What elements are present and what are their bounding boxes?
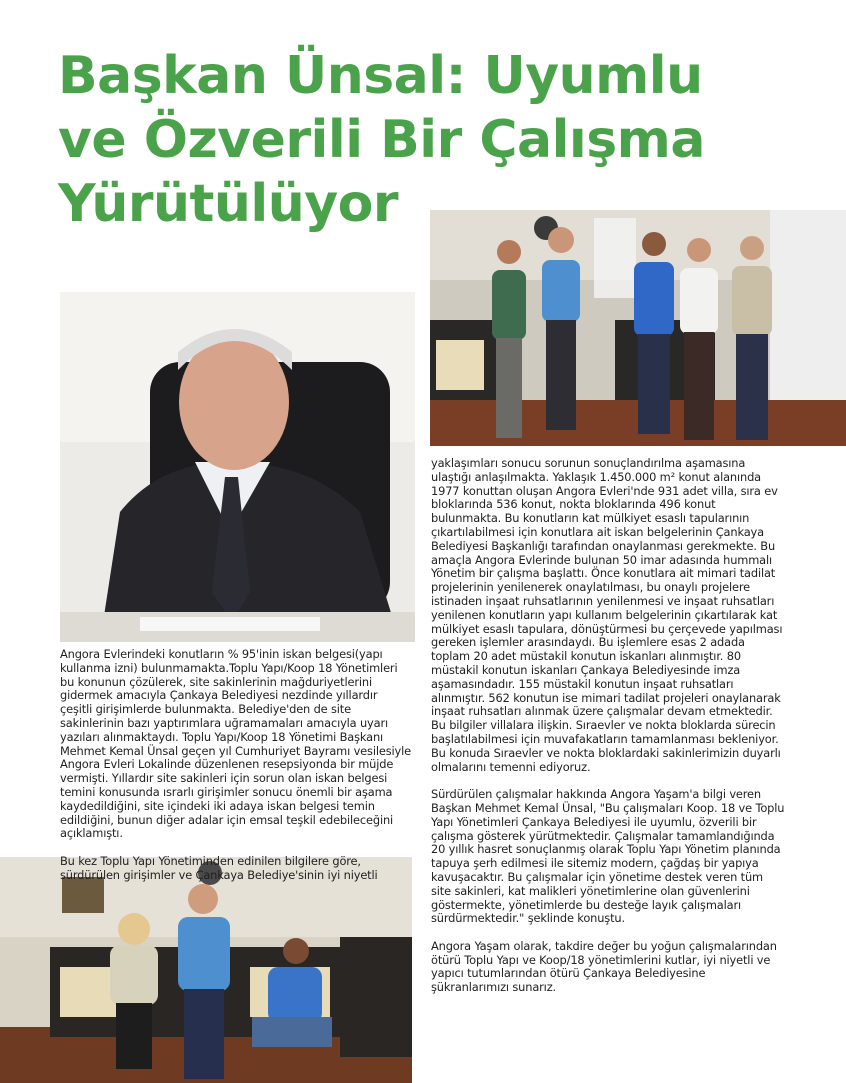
right-paragraph-3: Angora Yaşam olarak, takdire değer bu yoğun çalışmalarından ötürü Toplu Yapı ve Koop/18 yönetimlerini kutlar, iyi niyetli ve yapıcı tutumlarından ötürü Çankaya Belediyesine şükranlarımızı sunarız. bbox=[431, 938, 777, 995]
meeting-photo bbox=[0, 853, 412, 1083]
group-photo-illustration bbox=[430, 210, 846, 446]
right-paragraph-1: yaklaşımları sonucu sorunun sonuçlandırılma aşamasına ulaştığı anlaşılmakta. Yaklaşık 1.450.000 m² konut alanında 1977 konuttan oluşan Angora Evleri'nde 931 adet villa, sıra ev bloklarında 536 konut, nokta bloklarında 496 konut bulunmakta. Bu konutların kat mülkiyet esaslı tapularının çıkartılabilmesi için konutlara ait iskan belgelerinin Çankaya Belediyesi Başkanlığı tarafından onaylanması gerekmekte. Bu amaçla Angora Evlerinde bulunan 50 imar adasında hummalı Yönetim bir çalışma başlattı. Önce konutlara ait mimari tadilat projelerinin yenilenerek onaylatılması, bu onaylı projelere istinaden inşaat ruhsatlarının yenilenmesi ve inşaat ruhsatları yenilenen konutların yapı kullanım belgelerinin çıkartılarak kat mülkiyet esaslı tapulara, dönüştürmesi bu çerçevede yapılması gereken işlemler arasındaydı. Bu işlemlere esas 2 adada toplam 20 adet müstakil konutun iskanları alınmıştır. 80 müstakil konutun iskanları Çankaya Belediyesinde imza aşamasındadır. 155 müstakil konutun inşaat ruhsatları alınmıştır. 562 konutun ise mimari tadilat projeleri onaylanarak inşaat ruhsatları alınmak üzere çalışmalar devam etmektedir. Bu bilgiler villalara ilişkin. Sıraevler ve nokta bloklarda sürecin başlatılabilmesi için muvafakatların tamamlanması bekleniyor. Bu konuda Sıraevler ve nokta bloklardaki sakinlerimizin duyarlı olmalarını temenni ediyoruz. bbox=[431, 456, 783, 774]
left-column-text bbox=[60, 648, 412, 883]
right-paragraph-2: Sürdürülen çalışmalar hakkında Angora Yaşam'a bilgi veren Başkan Mehmet Kemal Ünsal, "Bu çalışmaları Koop. 18 ve Toplu Yapı Yönetimleri Çankaya Belediyesi ile uyumlu, özverili bir çalışma gösterek yürütmektedir. Çalışmalar tamamlandığında 20 yıllık hasret sonuçlanmış olarak Toplu Yapı Yönetim planında tapuya şerh edilmesi ile sitemiz modern, çağdaş bir yapıya kavuşacaktır. Bu çalışmalar için yönetime destek veren tüm site sakinleri, kat malikleri yönetimlerine olan güvenlerini göstermekte, yönetimlerde bu desteğe layık çalışmaları sürdürmektedir." şeklinde konuştu. bbox=[431, 787, 785, 926]
left-paragraph-1: Angora Evlerindeki konutların % 95'inin iskan belgesi(yapı kullanma izni) bulunmamakta.Toplu Yapı/Koop 18 Yönetimleri bu konunun çözülerek, site sakinlerinin mağduriyetlerini gidermek amacıyla Çankaya Belediyesi nezdinde yıllardır çeşitli girişimlerde bulunmakta. Belediye'den de site sakinlerinin bazı yaptırımlara uğramamaları amacıyla uyarı yazıları alınmaktaydı. Toplu Yapı/Koop 18 Yönetimi Başkanı Mehmet Kemal Ünsal geçen yıl Cumhuriyet Bayramı vesilesiyle Angora Evleri Lokalinde düzenlenen resepsiyonda bir müjde vermişti. Yıllardır site sakinleri için sorun olan iskan belgesi temini konusunda ısrarlı girişimler sonucu önemli bir aşama kaydedildiğini, site içindeki iki adaya iskan belgesi temin edildiğini, bunun diğer adalar için emsal teşkil edebileceğini açıklamıştı. bbox=[60, 647, 411, 841]
meeting-photo-illustration bbox=[0, 853, 412, 1083]
title-line-1: Başkan Ünsal: Uyumlu bbox=[58, 46, 703, 106]
left-paragraph-2: Bu kez Toplu Yapı Yönetiminden edinilen bilgilere göre, sürdürülen girişimler ve Çankaya Belediye'sinin iyi niyetli bbox=[60, 853, 378, 882]
right-column-text bbox=[431, 457, 785, 995]
chairman-portrait-photo bbox=[60, 292, 415, 642]
article-title bbox=[58, 44, 778, 236]
title-line-3: Yürütülüyor bbox=[58, 174, 399, 234]
chairman-portrait-illustration bbox=[60, 292, 415, 642]
group-photo bbox=[430, 210, 846, 446]
title-line-2: ve Özverili Bir Çalışma bbox=[58, 110, 705, 170]
